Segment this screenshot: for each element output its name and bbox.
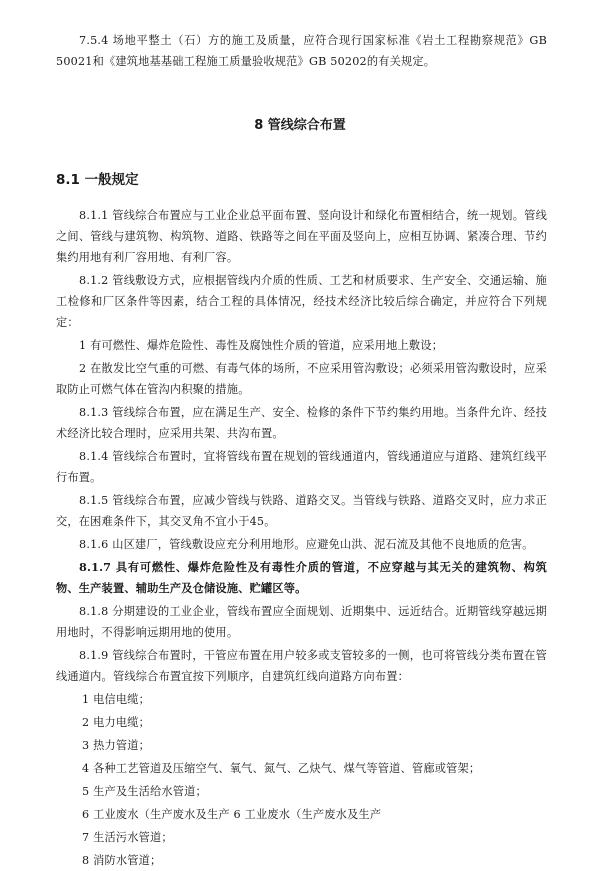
list-item: 8 消防水管道； bbox=[82, 854, 162, 867]
list-item: 5 生产及生活给水管道； bbox=[82, 785, 207, 798]
clause-8-1-8: 8.1.8 分期建设的工业企业，管线布置应全面规划、近期集中、远近结合。近期管线穿越远期用地时，不得影响远期用地的使用。 bbox=[56, 605, 547, 639]
list-item: 2 电力电缆； bbox=[82, 716, 151, 729]
clause-8-1-1: 8.1.1 管线综合布置应与工业企业总平面布置、竖向设计和绿化布置相结合，统一规划。管线之间、管线与建筑物、构筑物、道路、铁路等之间在平面及竖向上，应相互协调、紧凑合理、节约集约用地有利厂容用地、有利厂容。 bbox=[56, 209, 547, 264]
clause-8-1-2: 8.1.2 管线敷设方式，应根据管线内介质的性质、工艺和材质要求、生产安全、交通运输、施工检修和厂区条件等因素，结合工程的具体情况，经技术经济比较后综合确定，并应符合下列规定： bbox=[56, 274, 547, 329]
clause-8-1-6: 8.1.6 山区建厂，管线敷设应充分利用地形。应避免山洪、泥石流及其他不良地质的危害。 bbox=[79, 538, 534, 551]
clause-7-5-4: 7.5.4 场地平整土（石）方的施工及质量，应符合现行国家标准《岩土工程勘察规范》GB 50021和《建筑地基基础工程施工质量验收规范》GB 50202的有关规定。 bbox=[56, 34, 547, 68]
list-item: 6 工业废水（生产废水及生产 6 工业废水（生产废水及生产 bbox=[82, 808, 382, 821]
clause-8-1-3: 8.1.3 管线综合布置，应在满足生产、安全、检修的条件下节约集约用地。当条件允许、经技术经济比较合理时，应采用共架、共沟布置。 bbox=[56, 406, 547, 440]
clause-8-1-4: 8.1.4 管线综合布置时，宜将管线布置在规划的管线通道内，管线通道应与道路、建筑红线平行布置。 bbox=[56, 450, 547, 484]
list-item: 1 电信电缆； bbox=[82, 693, 151, 706]
chapter-title: 8 管线综合布置 bbox=[254, 118, 346, 133]
clause-8-1-7: 8.1.7 具有可燃性、爆炸危险性及有毒性介质的管道，不应穿越与其无关的建筑物、构筑物、生产装置、辅助生产及仓储设施、贮罐区等。 bbox=[56, 560, 547, 595]
clause-8-1-9: 8.1.9 管线综合布置时，干管应布置在用户较多或支管较多的一侧，也可将管线分类布置在管线通道内。管线综合布置宜按下列顺序，自建筑红线向道路方向布置： bbox=[56, 649, 547, 683]
list-item: 3 热力管道； bbox=[82, 739, 151, 752]
list-item: 4 各种工艺管道及压缩空气、氧气、氮气、乙炔气、煤气等管道、管廊或管架； bbox=[82, 762, 481, 775]
clause-8-1-2-item-1: 1 有可燃性、爆炸危险性、毒性及腐蚀性介质的管道，应采用地上敷设； bbox=[79, 339, 444, 352]
clause-8-1-5: 8.1.5 管线综合布置，应减少管线与铁路、道路交叉。当管线与铁路、道路交叉时，应力求正交，在困难条件下，其交叉角不宜小于45。 bbox=[56, 494, 547, 528]
section-title: 8.1 一般规定 bbox=[56, 172, 139, 188]
list-item: 7 生活污水管道； bbox=[82, 831, 173, 844]
clause-8-1-2-item-2: 2 在散发比空气重的可燃、有毒气体的场所，不应采用管沟敷设；必须采用管沟敷设时，应采取防止可燃气体在管沟内积聚的措施。 bbox=[56, 362, 547, 396]
